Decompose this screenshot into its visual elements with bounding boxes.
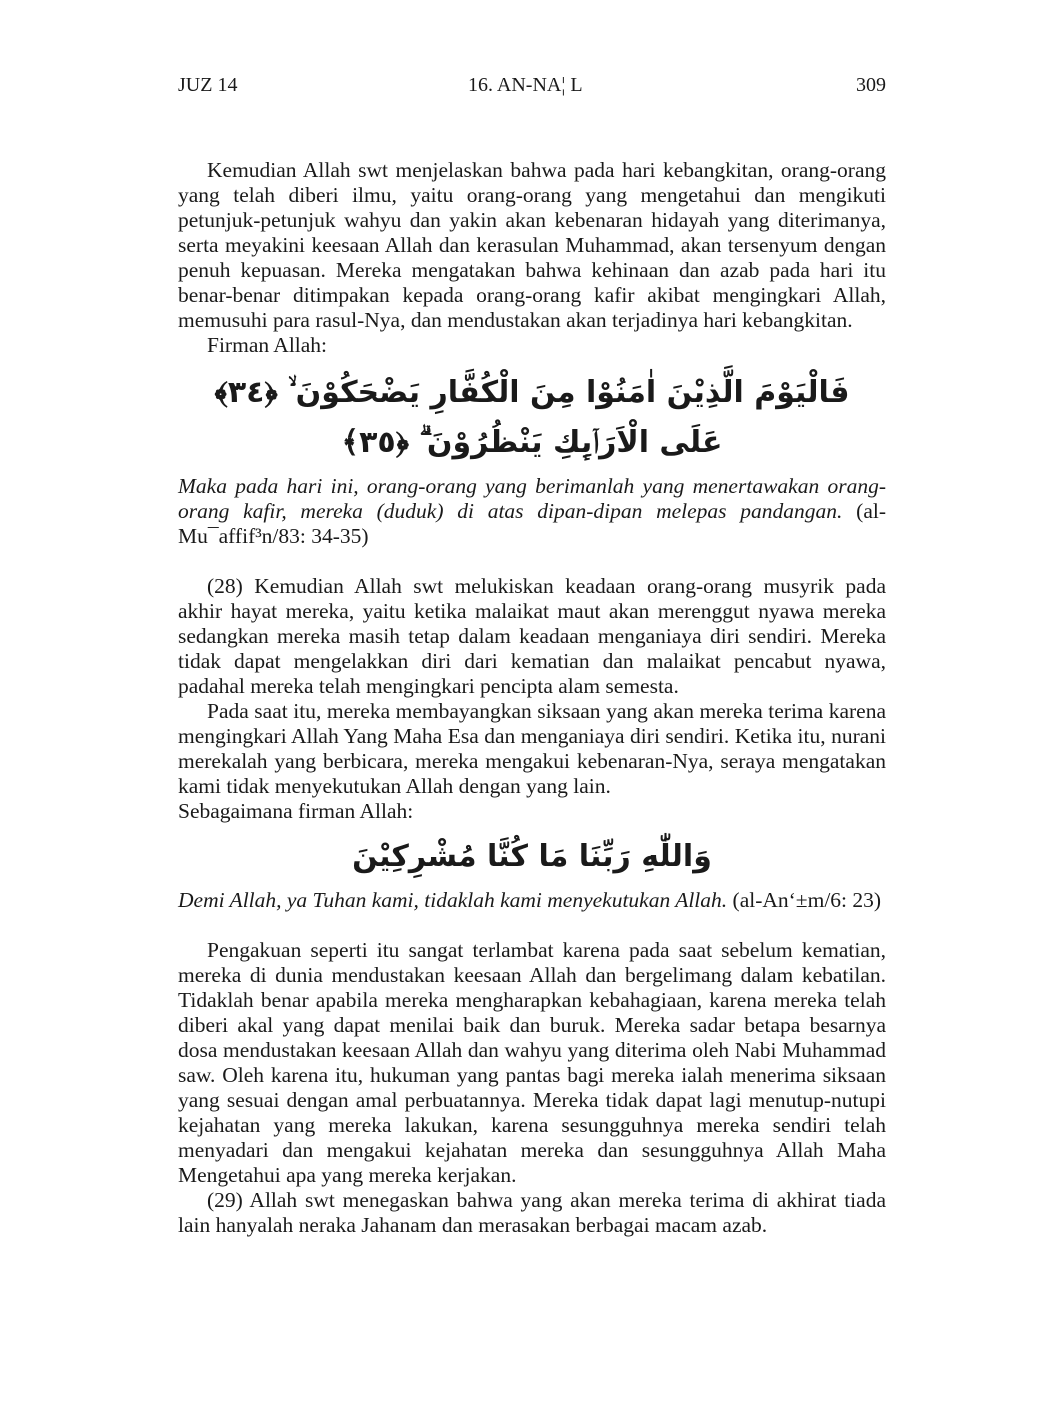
- juz-label: JUZ 14: [178, 74, 238, 96]
- translation-1-text: Maka pada hari ini, orang-orang yang berimanlah yang menertawakan orang-orang kafir, mereka (duduk) di atas dipan-dipan melepas pandangan.: [178, 474, 886, 523]
- citation-2: (al-An‘±m/6: 23): [732, 888, 882, 912]
- spacer: [178, 549, 886, 574]
- spacer: [178, 913, 886, 938]
- paragraph-3: Pada saat itu, mereka membayangkan siksaan yang akan mereka terima karena mengingkari Allah Yang Maha Esa dan menganiaya diri sendiri. Ketika itu, nurani merekalah yang berbicara, mereka mengakui kebenaran-Nya, seraya mengatakan kami tidak menyekutukan Allah dengan yang lain.: [178, 699, 886, 798]
- surah-title: 16. AN-NA¦ L: [468, 74, 583, 96]
- arabic-verse-1: فَالْيَوْمَ الَّذِيْنَ اٰمَنُوْا مِنَ الْكُفَّارِ يَضْحَكُوْنَ ۙ ﴿٣٤﴾ عَلَى الْاَرَاۤىِٕكِ يَنْظُرُوْنَ ۗ ﴿٣٥﴾: [214, 375, 850, 460]
- citation-1: (al-Mu¯affif³n/83: 34-35): [178, 499, 886, 548]
- paragraph-1: Kemudian Allah swt menjelaskan bahwa pada hari kebangkitan, orang-orang yang telah diberi ilmu, yaitu orang-orang yang mengetahui dan mengikuti petunjuk-petunjuk wahyu dan yakin akan kebenaran hidayah yang diterimanya, serta meyakini keesaan Allah dan kerasulan Muhammad, akan tersenyum dengan penuh kepuasan. Mereka mengatakan bahwa kehinaan dan azab pada hari itu benar-benar ditimpakan kepada orang-orang kafir akibat mengingkari Allah, memusuhi para rasul-Nya, dan mendustakan akan terjadinya hari kebangkitan.: [178, 158, 886, 332]
- page-body: [178, 158, 886, 1238]
- arabic-verse-2: وَاللّٰهِ رَبِّنَا مَا كُنَّا مُشْرِكِيْنَ: [352, 839, 712, 874]
- page-number: 309: [856, 74, 886, 96]
- paragraph-2: (28) Kemudian Allah swt melukiskan keadaan orang-orang musyrik pada akhir hayat mereka, yaitu ketika malaikat maut akan merenggut nyawa mereka sedangkan mereka masih tetap dalam keadaan menganiaya diri sendiri. Mereka tidak dapat mengelakkan diri dari kematian dan malaikat pencabut nyawa, padahal mereka telah mengingkari pencipta alam semesta.: [178, 574, 886, 698]
- page-header: [178, 74, 886, 102]
- translation-1: [178, 474, 886, 549]
- translation-2: [178, 888, 886, 913]
- translation-2-text: Demi Allah, ya Tuhan kami, tidaklah kami menyekutukan Allah.: [178, 888, 728, 912]
- paragraph-5: (29) Allah swt menegaskan bahwa yang akan mereka terima di akhirat tiada lain hanyalah neraka Jahanam dan merasakan berbagai macam azab.: [178, 1188, 886, 1237]
- paragraph-4: Pengakuan seperti itu sangat terlambat karena pada saat sebelum kematian, mereka di dunia mendustakan keesaan Allah dan bergelimang dalam kebatilan. Tidaklah benar apabila mereka mengharapkan kebahagiaan, karena mereka telah diberi akal yang dapat menilai baik dan buruk. Mereka sadar betapa besarnya dosa mendustakan keesaan Allah dan wahyu yang diterima oleh Nabi Muhammad saw. Oleh karena itu, hukuman yang pantas bagi mereka ialah menerima siksaan yang sesuai dengan amal perbuatannya. Mereka tidak dapat lagi menutup-nutupi kejahatan yang mereka lakukan, karena sesungguhnya mereka sendiri telah menyadari dan mengakui kejahatan mereka dan sesungguhnya Allah Maha Mengetahui apa yang mereka kerjakan.: [178, 938, 886, 1187]
- firman-label-2: Sebagaimana firman Allah:: [178, 799, 414, 823]
- firman-label-1: Firman Allah:: [207, 333, 328, 357]
